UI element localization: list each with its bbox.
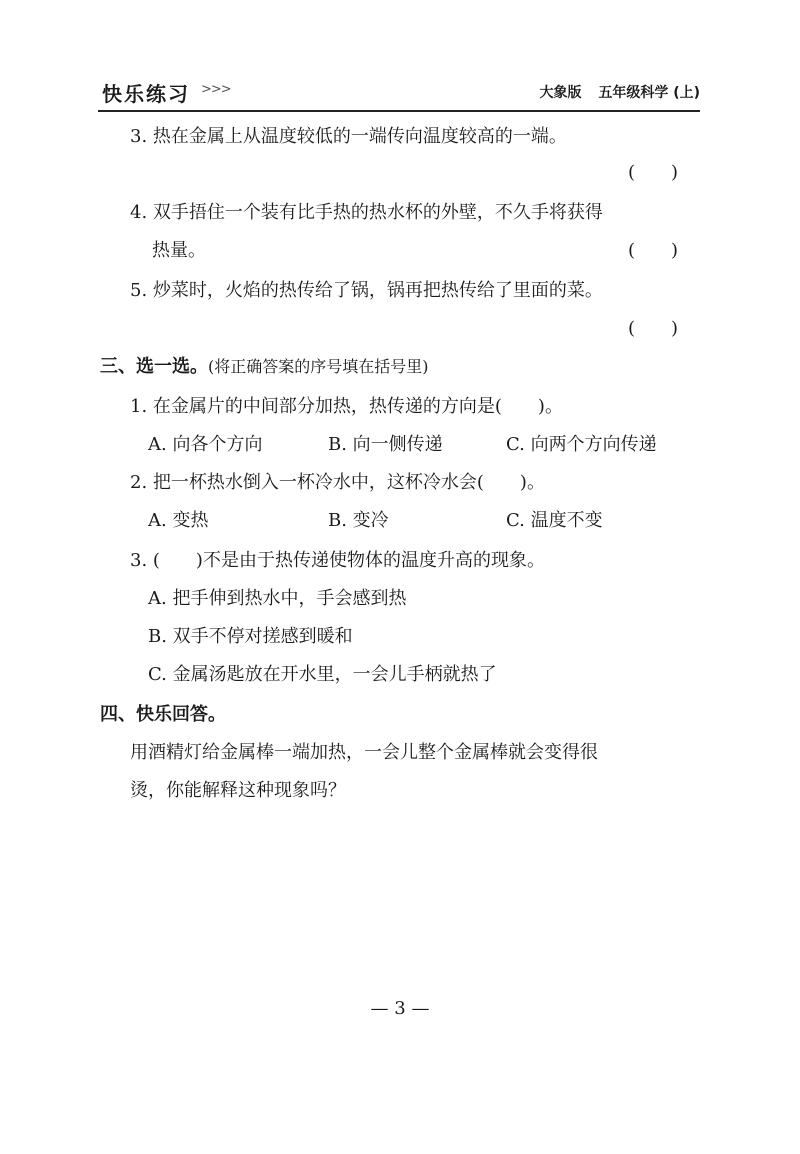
choice-2-option-b[interactable]: B. 变冷 (328, 510, 389, 531)
choice-1-option-c[interactable]: C. 向两个方向传递 (506, 434, 657, 455)
choice-question-1: 1. 在金属片的中间部分加热，热传递的方向是( )。 (130, 396, 563, 417)
choice-3-option-b[interactable]: B. 双手不停对搓感到暖和 (148, 626, 353, 647)
judge-question-4-line-1: 4. 双手捂住一个装有比手热的热水杯的外壁，不久手将获得 (130, 202, 603, 223)
choice-2-option-c[interactable]: C. 温度不变 (506, 510, 603, 531)
judge-answer-blank-5[interactable]: ( ) (628, 318, 679, 339)
choice-question-3: 3. ( )不是由于热传递使物体的温度升高的现象。 (130, 550, 545, 571)
choice-1-option-b[interactable]: B. 向一侧传递 (328, 434, 443, 455)
judge-question-4-line-2: 热量。 (152, 240, 206, 261)
section-4-title: 四、快乐回答。 (100, 704, 226, 725)
page-number: — 3 — (370, 998, 430, 1019)
header-subject: 五年级科学 (上) (598, 85, 700, 101)
choice-3-option-c[interactable]: C. 金属汤匙放在开水里，一会儿手柄就热了 (148, 664, 497, 685)
choice-3-option-a[interactable]: A. 把手伸到热水中，手会感到热 (148, 588, 407, 609)
section-3-heading (100, 354, 429, 380)
section-3-title: 三、选一选。 (100, 356, 208, 377)
section-3-instruction: (将正确答案的序号填在括号里) (208, 357, 429, 376)
header-book-info (527, 82, 700, 102)
judge-question-3: 3. 热在金属上从温度较低的一端传向温度较高的一端。 (130, 126, 567, 147)
page-header (98, 78, 700, 108)
header-title: 快乐练习 (102, 82, 190, 106)
header-divider (98, 110, 700, 112)
choice-question-2: 2. 把一杯热水倒入一杯冷水中，这杯冷水会( )。 (130, 472, 545, 493)
judge-answer-blank-4[interactable]: ( ) (628, 240, 679, 261)
answer-question-line-1: 用酒精灯给金属棒一端加热，一会儿整个金属棒就会变得很 (130, 742, 598, 763)
choice-1-option-a[interactable]: A. 向各个方向 (148, 434, 263, 455)
answer-question-line-2: 烫，你能解释这种现象吗？ (130, 780, 346, 801)
header-edition: 大象版 (539, 85, 582, 101)
header-arrows-icon: >>> (201, 82, 231, 97)
judge-answer-blank-3[interactable]: ( ) (628, 162, 679, 183)
judge-question-5: 5. 炒菜时，火焰的热传给了锅，锅再把热传给了里面的菜。 (130, 280, 603, 301)
choice-2-option-a[interactable]: A. 变热 (148, 510, 209, 531)
